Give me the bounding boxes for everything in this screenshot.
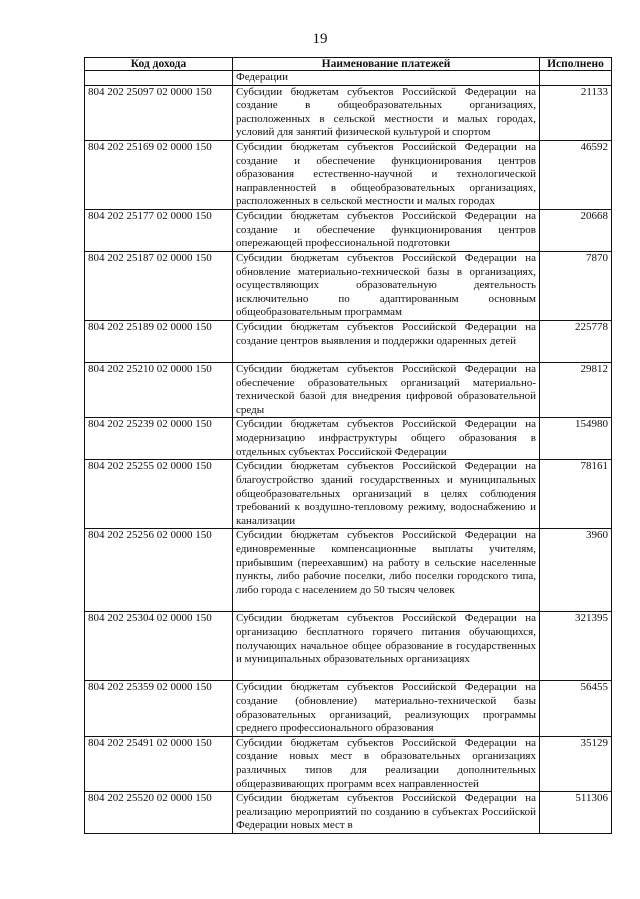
- cell-amount: 20668: [540, 209, 612, 251]
- table-row: [85, 529, 612, 612]
- cell-amount: 35129: [540, 736, 612, 791]
- cell-code: 804 202 25097 02 0000 150: [85, 85, 233, 140]
- cell-code: 804 202 25187 02 0000 150: [85, 251, 233, 320]
- cell-amount: 7870: [540, 251, 612, 320]
- cell-code: 804 202 25304 02 0000 150: [85, 612, 233, 681]
- cell-amount: 21133: [540, 85, 612, 140]
- cell-code: 804 202 25210 02 0000 150: [85, 362, 233, 417]
- cell-code: [85, 71, 233, 86]
- page-number: 19: [312, 31, 328, 47]
- cell-amount: 154980: [540, 418, 612, 460]
- header-amount: Исполнено: [540, 58, 612, 71]
- cell-code: 804 202 25255 02 0000 150: [85, 460, 233, 529]
- cell-name: Субсидии бюджетам субъектов Российской Федерации на благоустройство зданий государственных и муниципальных общеобразовательных организаций в целях соблюдения требований к воздушно-тепловому режиму, водоснабжению и канализации: [233, 460, 540, 529]
- cell-code: 804 202 25189 02 0000 150: [85, 320, 233, 362]
- cell-name: Субсидии бюджетам субъектов Российской Федерации на обновление материально-технической базы в организациях, осуществляющих образовательную деятельность исключительно по адаптированным основным общеобразовательным программам: [233, 251, 540, 320]
- table-row: [85, 362, 612, 417]
- table-header-row: [85, 58, 612, 71]
- cell-amount: 225778: [540, 320, 612, 362]
- table-row: [85, 681, 612, 736]
- cell-name: Субсидии бюджетам субъектов Российской Федерации на организацию бесплатного горячего питания обучающихся, получающих начальное общее образование в государственных и муниципальных образовательных организациях: [233, 612, 540, 681]
- table-row: [85, 418, 612, 460]
- cell-name: Субсидии бюджетам субъектов Российской Федерации на создание и обеспечение функционирования центров опережающей профессиональной подготовки: [233, 209, 540, 251]
- table-row: [85, 251, 612, 320]
- cell-amount: 321395: [540, 612, 612, 681]
- table-row: [85, 460, 612, 529]
- cell-code: 804 202 25359 02 0000 150: [85, 681, 233, 736]
- table-row: [85, 612, 612, 681]
- cell-name: Субсидии бюджетам субъектов Российской Федерации на реализацию мероприятий по созданию в субъектах Российской Федерации новых мест в: [233, 792, 540, 834]
- cell-name: Субсидии бюджетам субъектов Российской Федерации на единовременные компенсационные выплаты учителям, прибывшим (переехавшим) на работу в сельские населенные пункты, либо рабочие поселки, либо поселки городского типа, либо города с населением до 50 тысяч человек: [233, 529, 540, 612]
- cell-amount: 78161: [540, 460, 612, 529]
- table-row: [85, 320, 612, 362]
- cell-name: Субсидии бюджетам субъектов Российской Федерации на создание новых мест в образовательных организациях различных типов для реализации дополнительных общеразвивающих программ всех направленностей: [233, 736, 540, 791]
- cell-code: 804 202 25520 02 0000 150: [85, 792, 233, 834]
- header-code: Код дохода: [85, 58, 233, 71]
- cell-name: Субсидии бюджетам субъектов Российской Федерации на создание центров выявления и поддержки одаренных детей: [233, 320, 540, 362]
- table-row: [85, 209, 612, 251]
- table-row-continuation: [85, 71, 612, 86]
- cell-name: Субсидии бюджетам субъектов Российской Федерации на создание (обновление) материально-технической базы образовательных организаций, реализующих программы среднего профессионального образования: [233, 681, 540, 736]
- cell-amount: 511306: [540, 792, 612, 834]
- table-row: [85, 140, 612, 209]
- revenue-table: [84, 57, 612, 834]
- cell-code: 804 202 25256 02 0000 150: [85, 529, 233, 612]
- cell-code: 804 202 25239 02 0000 150: [85, 418, 233, 460]
- cell-amount: [540, 71, 612, 86]
- table-row: [85, 792, 612, 834]
- table-row: [85, 85, 612, 140]
- cell-amount: 29812: [540, 362, 612, 417]
- cell-name: Субсидии бюджетам субъектов Российской Федерации на модернизацию инфраструктуры общего образования в отдельных субъектах Российской Федерации: [233, 418, 540, 460]
- cell-name: Субсидии бюджетам субъектов Российской Федерации на обеспечение образовательных организаций материально-технической базой для внедрения цифровой образовательной среды: [233, 362, 540, 417]
- cell-amount: 56455: [540, 681, 612, 736]
- cell-code: 804 202 25491 02 0000 150: [85, 736, 233, 791]
- cell-code: 804 202 25177 02 0000 150: [85, 209, 233, 251]
- cell-code: 804 202 25169 02 0000 150: [85, 140, 233, 209]
- table-row: [85, 736, 612, 791]
- cell-amount: 3960: [540, 529, 612, 612]
- cell-name: Субсидии бюджетам субъектов Российской Федерации на создание и обеспечение функционирования центров образования естественно-научной и технологической направленностей в общеобразовательных организациях, расположенных в сельской местности и малых городах: [233, 140, 540, 209]
- header-name: Наименование платежей: [233, 58, 540, 71]
- cell-name: Субсидии бюджетам субъектов Российской Федерации на создание в общеобразовательных организациях, расположенных в сельской местности и малых городах, условий для занятий физической культурой и спортом: [233, 85, 540, 140]
- cell-name: Федерации: [233, 71, 540, 86]
- cell-amount: 46592: [540, 140, 612, 209]
